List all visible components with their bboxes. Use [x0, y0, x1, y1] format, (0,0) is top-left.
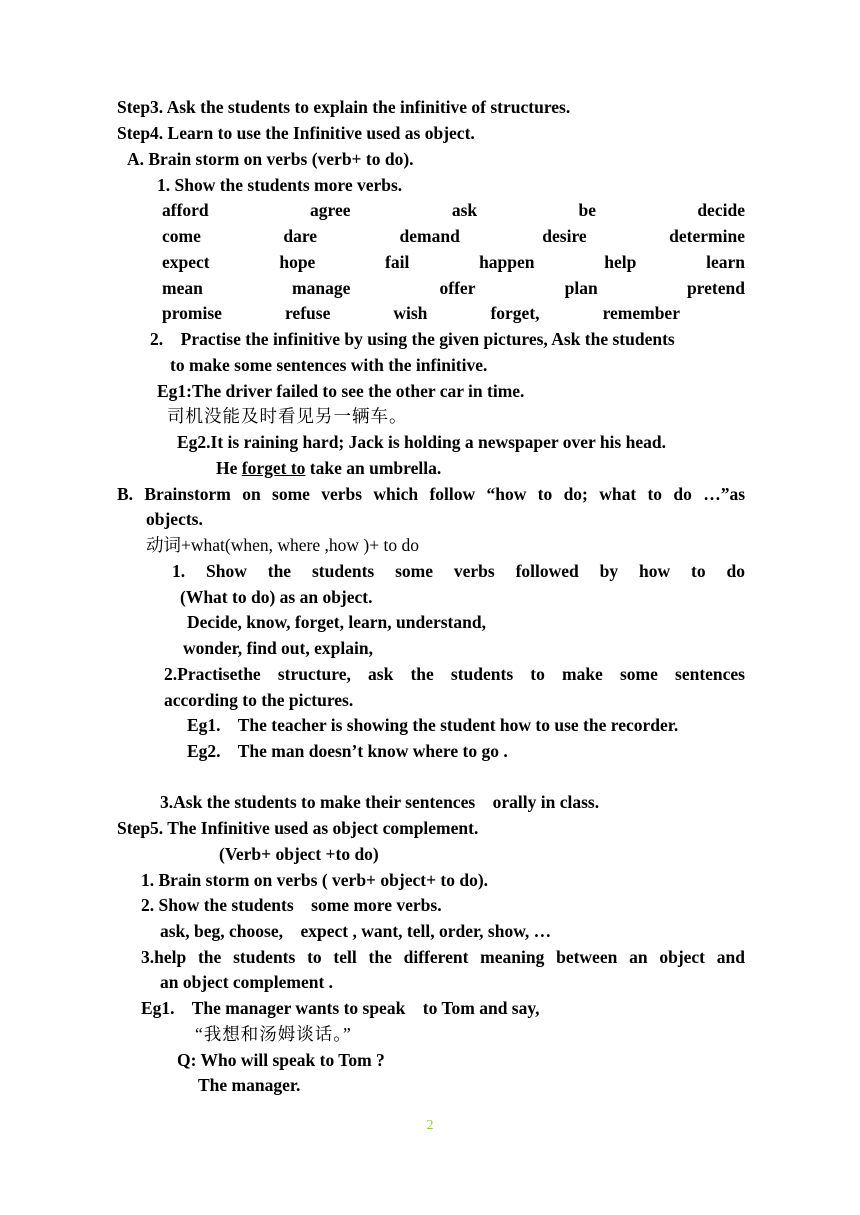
- step5-example-1: Eg1. The manager wants to speak to Tom and say,: [141, 998, 540, 1018]
- verb: expect: [162, 252, 210, 272]
- verb-row-5: [162, 302, 680, 324]
- verb-row-2: [162, 225, 745, 247]
- example-1: Eg1:The driver failed to see the other car in time.: [157, 381, 525, 401]
- step5-item-1: 1. Brain storm on verbs ( verb+ object+ to do).: [141, 870, 489, 890]
- section-b-example-2: Eg2. The man doesn’t know where to go .: [187, 741, 508, 761]
- verb: agree: [310, 200, 351, 220]
- verb: hope: [279, 252, 316, 272]
- verb: dare: [283, 226, 318, 246]
- verb: pretend: [686, 278, 745, 298]
- verb: ask: [451, 200, 478, 220]
- verb-list-1: Decide, know, forget, learn, understand,: [187, 612, 486, 632]
- step4-line: Step4. Learn to use the Infinitive used as object.: [117, 123, 475, 143]
- step5-verb-list: ask, beg, choose, expect , want, tell, order, show, …: [160, 921, 552, 941]
- verb: manage: [292, 278, 351, 298]
- verb: be: [578, 200, 596, 220]
- section-b-pattern: 动词+what(when, where ,how )+ to do: [146, 535, 419, 555]
- section-b-item-1-cont: (What to do) as an object.: [180, 587, 373, 607]
- verb: determine: [669, 226, 745, 246]
- section-b-title: B. Brainstorm on some verbs which follow “how to do; what to do …”as: [117, 484, 745, 504]
- verb: fail: [385, 252, 410, 272]
- step5-question: Q: Who will speak to Tom ?: [177, 1050, 385, 1070]
- step5-line: Step5. The Infinitive used as object complement.: [117, 818, 479, 838]
- verb: help: [604, 252, 637, 272]
- verb-row-3: [162, 251, 745, 273]
- section-b-item-1: 1. Show the students some verbs followed by how to do: [172, 561, 745, 581]
- verb-list-2: wonder, find out, explain,: [183, 638, 373, 658]
- step5-item-3-cont: an object complement .: [160, 972, 334, 992]
- section-a-title: A. Brain storm on verbs (verb+ to do).: [127, 149, 414, 169]
- step5-item-3: 3.help the students to tell the different meaning between an object and: [141, 947, 745, 967]
- step5-answer: The manager.: [198, 1075, 301, 1095]
- step5-item-2: 2. Show the students some more verbs.: [141, 895, 442, 915]
- example-1-chinese: 司机没能及时看见另一辆车。: [167, 406, 408, 426]
- section-b-title-cont: objects.: [146, 509, 203, 529]
- verb: come: [162, 226, 201, 246]
- section-a-item-1: 1. Show the students more verbs.: [157, 175, 403, 195]
- section-b-example-1: Eg1. The teacher is showing the student how to use the recorder.: [187, 715, 679, 735]
- section-b-item-3: 3.Ask the students to make their sentences orally in class.: [160, 792, 600, 812]
- step3-line: Step3. Ask the students to explain the infinitive of structures.: [117, 97, 571, 117]
- verb-row-4: [162, 277, 745, 299]
- verb: decide: [697, 200, 745, 220]
- verb: offer: [439, 278, 476, 298]
- step5-example-1-chinese: “我想和汤姆谈话。”: [195, 1024, 352, 1044]
- example-2: Eg2.It is raining hard; Jack is holding a newspaper over his head.: [177, 432, 666, 452]
- verb: demand: [399, 226, 460, 246]
- example-2-sentence: He forget to take an umbrella.: [216, 458, 442, 478]
- section-a-item-2: 2. Practise the infinitive by using the given pictures, Ask the students: [150, 329, 675, 349]
- verb: afford: [162, 200, 209, 220]
- underlined-phrase: forget to: [241, 458, 306, 478]
- page-number: 2: [426, 1118, 434, 1133]
- verb: promise: [162, 303, 222, 323]
- section-b-item-2-cont: according to the pictures.: [164, 690, 354, 710]
- verb: happen: [479, 252, 535, 272]
- section-b-item-2: 2.Practisethe structure, ask the students to make some sentences: [164, 664, 745, 684]
- verb: mean: [162, 278, 203, 298]
- verb-row-1: [162, 199, 745, 221]
- verb: desire: [542, 226, 587, 246]
- step5-pattern: (Verb+ object +to do): [219, 844, 379, 864]
- verb: wish: [393, 303, 428, 323]
- verb: learn: [706, 252, 745, 272]
- verb: forget,: [490, 303, 540, 323]
- section-a-item-2-cont: to make some sentences with the infinitive.: [170, 355, 488, 375]
- verb: refuse: [284, 303, 331, 323]
- verb: plan: [564, 278, 598, 298]
- verb: remember: [602, 303, 680, 323]
